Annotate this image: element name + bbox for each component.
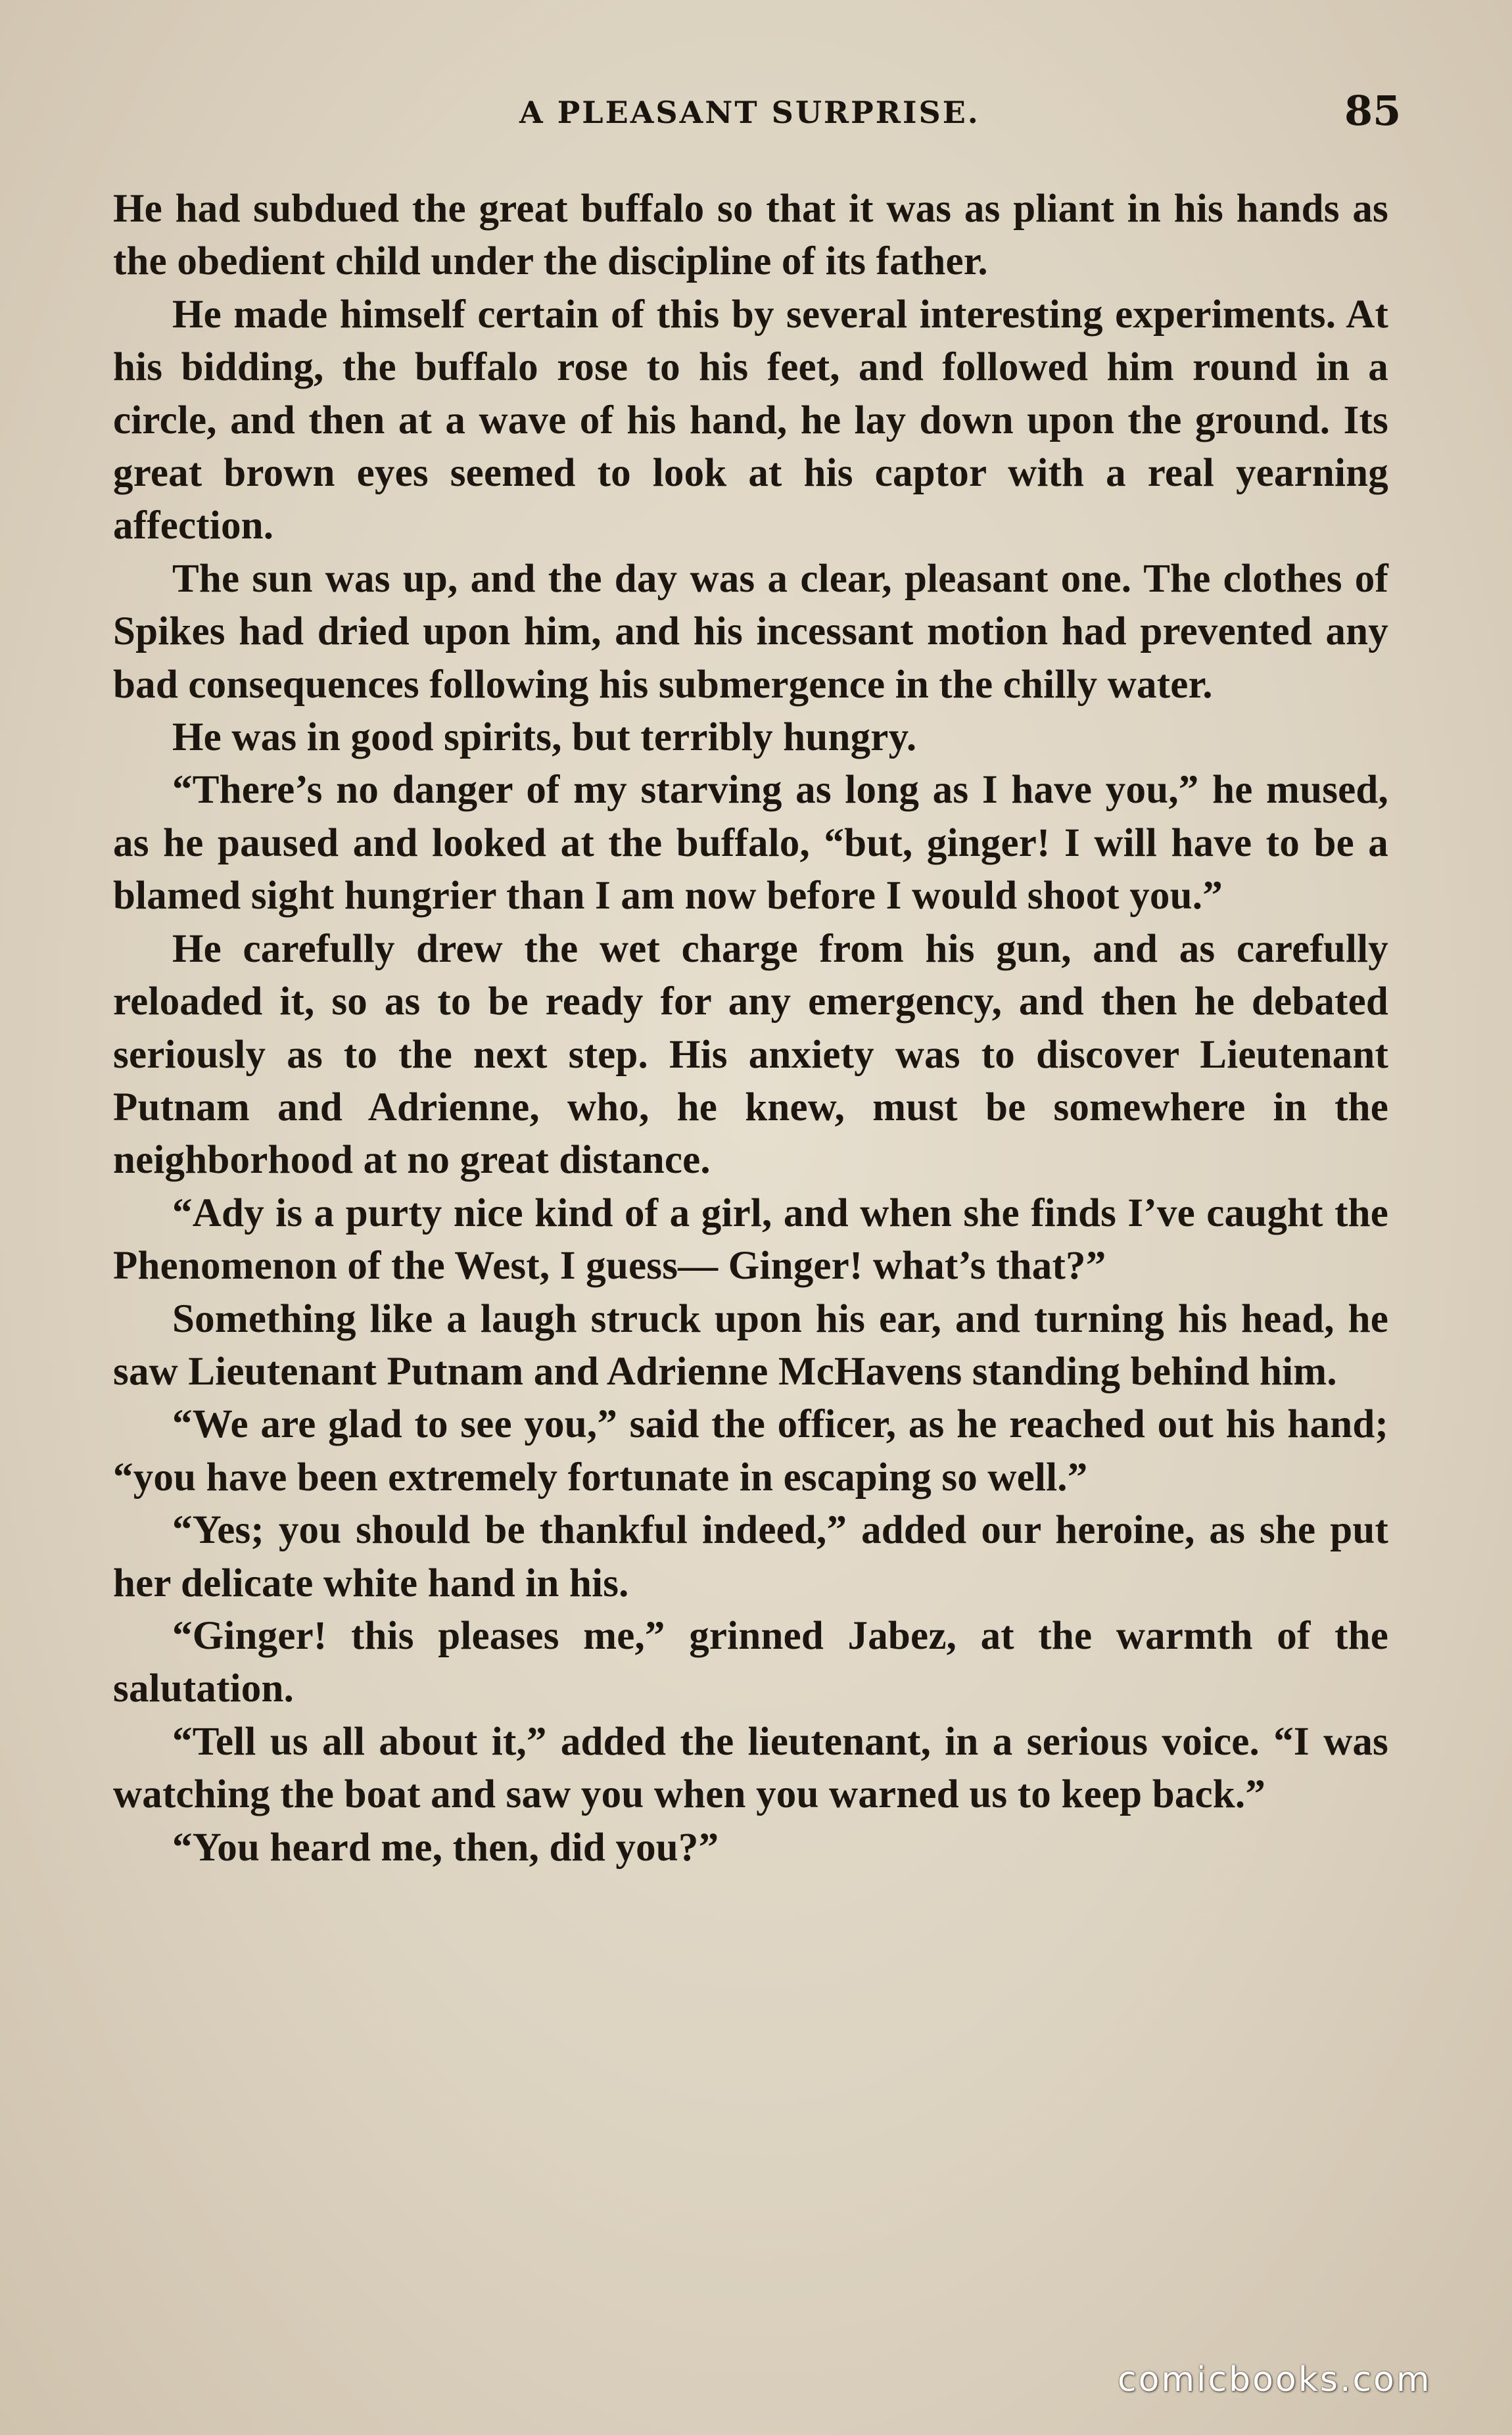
chapter-title: A PLEASANT SURPRISE.: [519, 95, 980, 130]
paragraph: He was in good spirits, but terribly hungry.: [172, 715, 917, 760]
paragraph: “You heard me, then, did you?”: [172, 1825, 719, 1870]
paragraph: “Ady is a purty nice kind of a girl, and when she finds I’ve caught the Phenomenon of the West, I guess— Ginger! what’s that?”: [113, 1191, 1388, 1288]
paragraph: He made himself certain of this by several interesting experiments. At his bidding, the buffalo rose to his feet, and followed him round in a circle, and then at a wave of his hand, he lay down upon the ground. Its great brown eyes seemed to look at his captor with a real yearning affection.: [113, 292, 1388, 548]
page-number: 85: [1344, 87, 1402, 135]
paragraph: Something like a laugh struck upon his ear, and turning his head, he saw Lieutenant Putnam and Adrienne McHavens standing behind him.: [113, 1296, 1388, 1394]
running-header: [0, 87, 1512, 146]
paragraph: “Yes; you should be thankful indeed,” added our heroine, as she put her delicate white hand in his.: [113, 1508, 1388, 1605]
paragraph: “Ginger! this pleases me,” grinned Jabez, at the warmth of the salutation.: [113, 1613, 1388, 1711]
paragraph: “There’s no danger of my starving as long as I have you,” he mused, as he paused and looked at the buffalo, “but, ginger! I will have to be a blamed sight hungrier than I am now before I would shoot you.”: [113, 768, 1388, 918]
paragraph: He had subdued the great buffalo so that it was as pliant in his hands as the obedient child under the discipline of its father.: [113, 187, 1388, 284]
paragraph: He carefully drew the wet charge from his gun, and as carefully reloaded it, so as to be ready for any emergency, and then he debated seriously as to the next step. His anxiety was to discover Lieutenant Putnam and Adrienne, who, he knew, must be somewhere in the neighborhood at no great distance.: [113, 926, 1388, 1183]
paragraph: The sun was up, and the day was a clear, pleasant one. The clothes of Spikes had dried upon him, and his incessant motion had prevented any bad consequences following his submergence in the chilly water.: [113, 556, 1388, 707]
paragraph: “We are glad to see you,” said the officer, as he reached out his hand; “you have been extremely fortunate in escaping so well.”: [113, 1402, 1388, 1500]
body-text: [113, 183, 1388, 1874]
paragraph: “Tell us all about it,” added the lieutenant, in a serious voice. “I was watching the boat and saw you when you warned us to keep back.”: [113, 1719, 1388, 1817]
site-watermark: comicbooks.com: [1118, 2360, 1432, 2400]
